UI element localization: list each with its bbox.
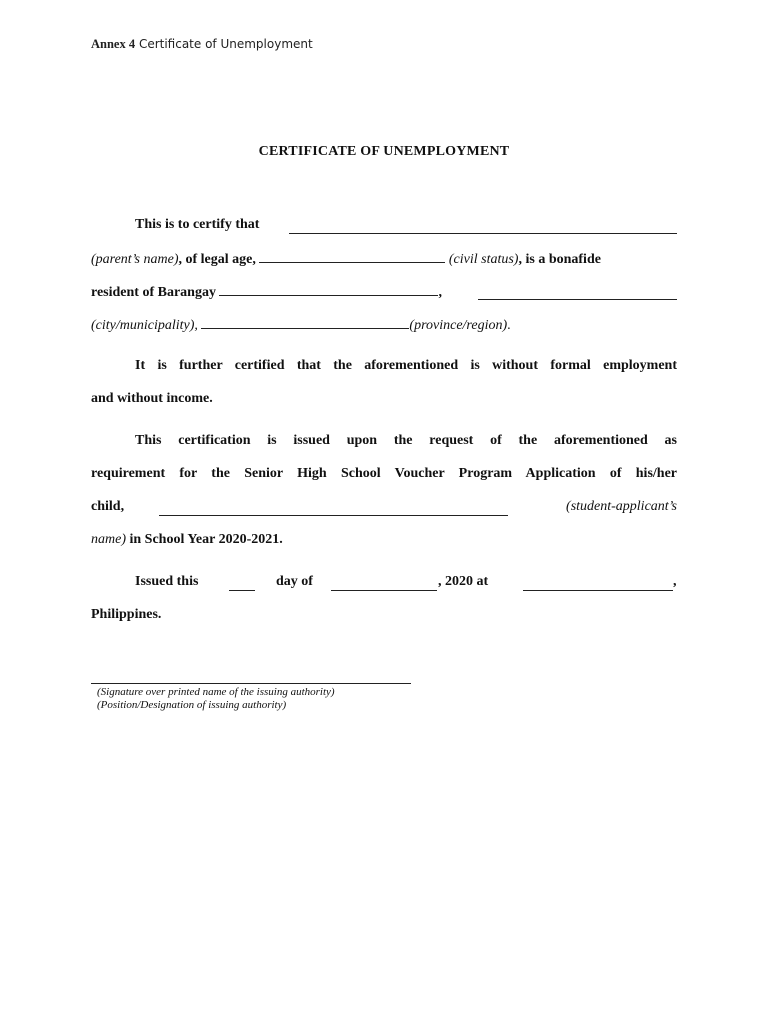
- para2-line2-text: and without income.: [91, 391, 213, 406]
- para3-line4: [91, 529, 677, 562]
- civil-status-label: (civil status): [448, 252, 519, 267]
- para4-line2: [91, 604, 677, 637]
- school-year-text: in School Year 2020-2021.: [126, 532, 283, 547]
- parents-name-label: (parent’s name): [91, 252, 179, 267]
- city-label: (city/municipality),: [91, 318, 198, 333]
- civil-status-field[interactable]: [259, 247, 445, 263]
- city-field[interactable]: [478, 284, 677, 300]
- para3-line2: [91, 463, 677, 496]
- para3-line1: [91, 430, 677, 463]
- year-at-text: , 2020 at: [438, 574, 489, 589]
- day-field[interactable]: [229, 575, 255, 591]
- child-text: child,: [91, 499, 125, 514]
- para1-line3: [91, 280, 677, 313]
- student-name-field[interactable]: [159, 500, 508, 516]
- place-field[interactable]: [523, 575, 673, 591]
- name-label: name): [91, 532, 126, 547]
- period-text: .: [507, 318, 511, 333]
- student-applicant-label: (student-applicant’s: [566, 499, 677, 514]
- philippines-text: Philippines.: [91, 607, 162, 622]
- annex-label: Annex 4: [91, 37, 136, 51]
- issued-text: Issued this: [135, 574, 199, 589]
- certificate-body: [91, 214, 677, 637]
- legal-age-text: , of legal age,: [178, 252, 256, 267]
- comma-text: ,: [438, 285, 442, 300]
- para1-line1: [91, 214, 677, 247]
- position-label: (Position/Designation of issuing authority): [97, 699, 287, 711]
- para2-line1-text: It is further certified that the aforementioned is without formal employment: [135, 358, 677, 373]
- day-of-text: day of: [276, 574, 313, 589]
- para2-line1: [91, 355, 677, 388]
- place-comma: ,: [673, 574, 677, 589]
- para4-line1: [91, 571, 677, 604]
- province-label: (province/region): [409, 318, 508, 333]
- para1-line4: [91, 313, 677, 346]
- month-field[interactable]: [331, 575, 437, 591]
- certify-text: This is to certify that: [135, 217, 260, 232]
- resident-text: resident of Barangay: [91, 285, 216, 300]
- para1-line2: [91, 247, 677, 280]
- signature-block[interactable]: [91, 683, 411, 712]
- province-field[interactable]: [201, 313, 409, 329]
- barangay-field[interactable]: [219, 280, 438, 296]
- annex-doc-name: Certificate of Unemployment: [138, 37, 313, 51]
- para3-line2-text: requirement for the Senior High School Voucher Program Application of his/her: [91, 466, 677, 481]
- para3-line3: [91, 496, 677, 529]
- para3-line1-text: This certification is issued upon the request of the aforementioned as: [135, 433, 677, 448]
- para2-line2: [91, 388, 677, 421]
- parent-name-field[interactable]: [289, 218, 677, 234]
- document-title: CERTIFICATE OF UNEMPLOYMENT: [258, 144, 510, 159]
- annex-header: [91, 37, 313, 52]
- signature-label: (Signature over printed name of the issuing authority): [97, 686, 335, 698]
- bonafide-text: , is a bonafide: [518, 252, 601, 267]
